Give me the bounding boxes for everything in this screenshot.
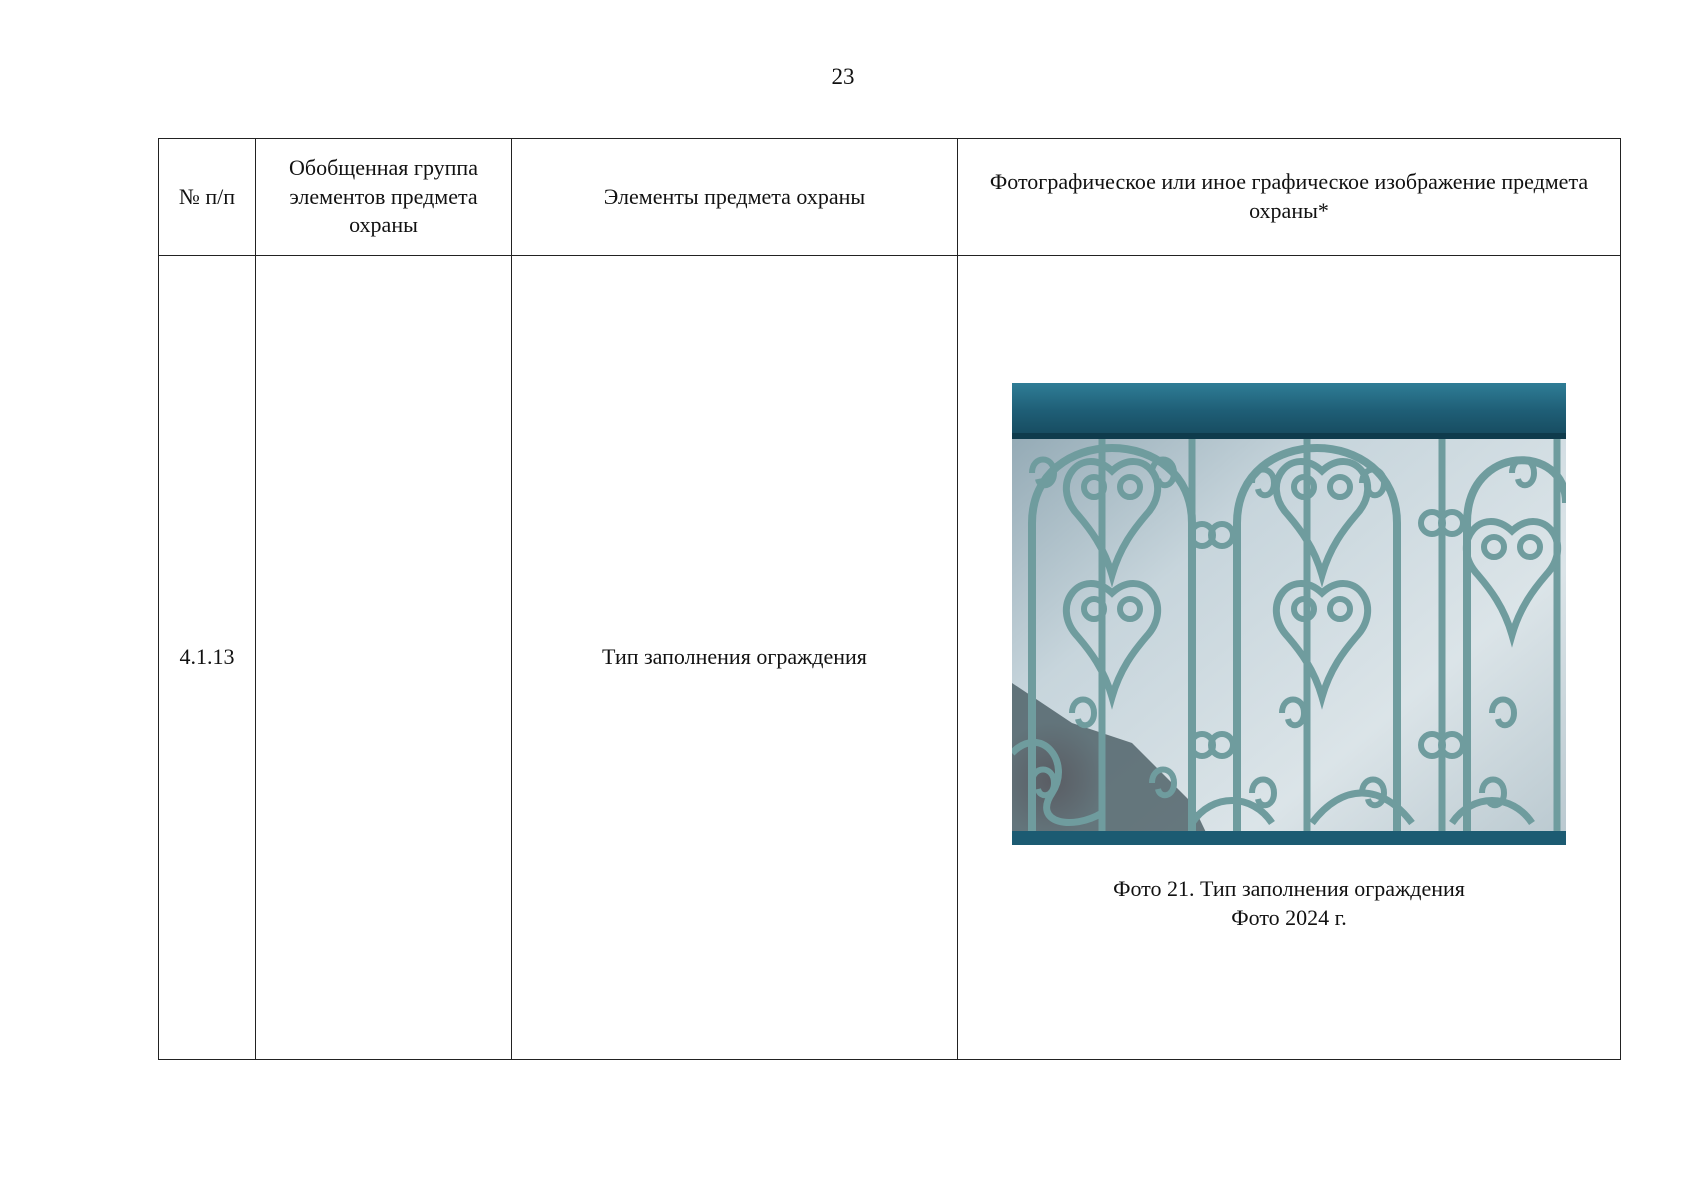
row-number: 4.1.13 — [159, 256, 256, 1060]
table-row — [159, 256, 1621, 1060]
table-header-row — [159, 139, 1621, 256]
page-number: 23 — [831, 64, 855, 89]
header-group: Обобщенная группа элементов предмета охраны — [256, 139, 512, 256]
photo-caption-title: Фото 21. Тип заполнения ограждения — [1113, 875, 1465, 901]
row-group — [256, 256, 512, 1060]
header-elements: Элементы предмета охраны — [512, 139, 958, 256]
header-number: № п/п — [159, 139, 256, 256]
header-image: Фотографическое или иное графическое изображение предмета охраны* — [958, 139, 1621, 256]
photo-block — [968, 383, 1610, 932]
wrought-iron-railing-photo — [1012, 383, 1566, 845]
photo-caption — [1113, 875, 1465, 932]
row-photo-cell — [958, 256, 1621, 1060]
protection-subject-table — [158, 138, 1621, 1060]
row-element: Тип заполнения ограждения — [512, 256, 958, 1060]
photo-caption-date: Фото 2024 г. — [1231, 904, 1347, 930]
